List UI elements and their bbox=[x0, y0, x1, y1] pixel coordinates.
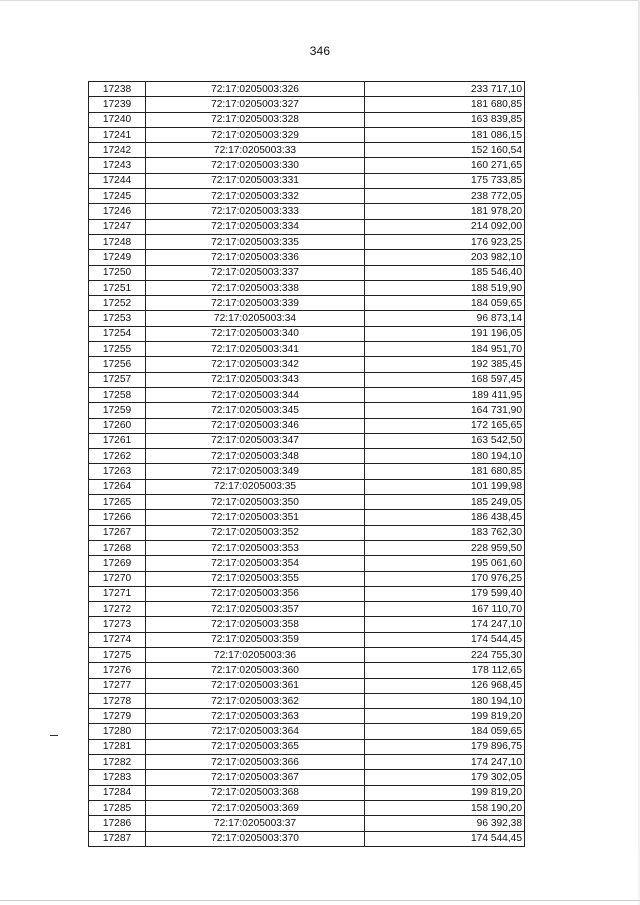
value-cell: 101 199,98 bbox=[365, 479, 525, 494]
cadastral-number-cell: 72:17:0205003:352 bbox=[146, 525, 365, 540]
cadastral-number-cell: 72:17:0205003:340 bbox=[146, 326, 365, 341]
row-number-cell: 17280 bbox=[89, 724, 146, 739]
value-cell: 179 302,05 bbox=[365, 770, 525, 785]
table-body bbox=[89, 82, 525, 847]
row-number-cell: 17275 bbox=[89, 647, 146, 662]
row-number-cell: 17249 bbox=[89, 250, 146, 265]
cadastral-number-cell: 72:17:0205003:337 bbox=[146, 265, 365, 280]
row-number-cell: 17279 bbox=[89, 709, 146, 724]
row-number-cell: 17260 bbox=[89, 418, 146, 433]
value-cell: 96 392,38 bbox=[365, 816, 525, 831]
value-cell: 183 762,30 bbox=[365, 525, 525, 540]
cadastral-number-cell: 72:17:0205003:358 bbox=[146, 617, 365, 632]
table-row bbox=[89, 296, 525, 311]
cadastral-number-cell: 72:17:0205003:363 bbox=[146, 709, 365, 724]
table-row bbox=[89, 495, 525, 510]
value-cell: 170 976,25 bbox=[365, 571, 525, 586]
row-number-cell: 17287 bbox=[89, 831, 146, 846]
table-row bbox=[89, 464, 525, 479]
table-row bbox=[89, 433, 525, 448]
table-row bbox=[89, 693, 525, 708]
bottom-edge-line bbox=[0, 900, 640, 901]
table-row bbox=[89, 647, 525, 662]
row-number-cell: 17276 bbox=[89, 663, 146, 678]
cadastral-number-cell: 72:17:0205003:339 bbox=[146, 296, 365, 311]
value-cell: 228 959,50 bbox=[365, 540, 525, 555]
table-row bbox=[89, 372, 525, 387]
value-cell: 181 680,85 bbox=[365, 464, 525, 479]
row-number-cell: 17246 bbox=[89, 204, 146, 219]
row-number-cell: 17258 bbox=[89, 387, 146, 402]
value-cell: 126 968,45 bbox=[365, 678, 525, 693]
table-row bbox=[89, 678, 525, 693]
table-row bbox=[89, 663, 525, 678]
table-row bbox=[89, 571, 525, 586]
cadastral-number-cell: 72:17:0205003:328 bbox=[146, 112, 365, 127]
value-cell: 189 411,95 bbox=[365, 387, 525, 402]
table-row bbox=[89, 97, 525, 112]
cadastral-number-cell: 72:17:0205003:336 bbox=[146, 250, 365, 265]
margin-mark bbox=[50, 735, 58, 736]
cadastral-number-cell: 72:17:0205003:354 bbox=[146, 556, 365, 571]
row-number-cell: 17278 bbox=[89, 693, 146, 708]
value-cell: 164 731,90 bbox=[365, 403, 525, 418]
value-cell: 191 196,05 bbox=[365, 326, 525, 341]
cadastral-number-cell: 72:17:0205003:359 bbox=[146, 632, 365, 647]
cadastral-number-cell: 72:17:0205003:347 bbox=[146, 433, 365, 448]
table-row bbox=[89, 342, 525, 357]
row-number-cell: 17253 bbox=[89, 311, 146, 326]
value-cell: 163 839,85 bbox=[365, 112, 525, 127]
table-row bbox=[89, 556, 525, 571]
value-cell: 176 923,25 bbox=[365, 234, 525, 249]
row-number-cell: 17268 bbox=[89, 540, 146, 555]
value-cell: 195 061,60 bbox=[365, 556, 525, 571]
cadastral-number-cell: 72:17:0205003:357 bbox=[146, 602, 365, 617]
cadastral-number-cell: 72:17:0205003:348 bbox=[146, 449, 365, 464]
value-cell: 174 247,10 bbox=[365, 617, 525, 632]
value-cell: 186 438,45 bbox=[365, 510, 525, 525]
table-row bbox=[89, 800, 525, 815]
table-row bbox=[89, 326, 525, 341]
value-cell: 174 247,10 bbox=[365, 755, 525, 770]
row-number-cell: 17259 bbox=[89, 403, 146, 418]
cadastral-number-cell: 72:17:0205003:367 bbox=[146, 770, 365, 785]
value-cell: 203 982,10 bbox=[365, 250, 525, 265]
table-row bbox=[89, 831, 525, 846]
cadastral-number-cell: 72:17:0205003:334 bbox=[146, 219, 365, 234]
value-cell: 163 542,50 bbox=[365, 433, 525, 448]
value-cell: 180 194,10 bbox=[365, 449, 525, 464]
cadastral-number-cell: 72:17:0205003:349 bbox=[146, 464, 365, 479]
row-number-cell: 17247 bbox=[89, 219, 146, 234]
row-number-cell: 17283 bbox=[89, 770, 146, 785]
table-row bbox=[89, 617, 525, 632]
row-number-cell: 17286 bbox=[89, 816, 146, 831]
value-cell: 181 086,15 bbox=[365, 127, 525, 142]
value-cell: 181 680,85 bbox=[365, 97, 525, 112]
row-number-cell: 17274 bbox=[89, 632, 146, 647]
row-number-cell: 17263 bbox=[89, 464, 146, 479]
cadastral-number-cell: 72:17:0205003:344 bbox=[146, 387, 365, 402]
cadastral-number-cell: 72:17:0205003:345 bbox=[146, 403, 365, 418]
row-number-cell: 17281 bbox=[89, 739, 146, 754]
value-cell: 178 112,65 bbox=[365, 663, 525, 678]
top-edge-line bbox=[0, 0, 640, 1]
row-number-cell: 17257 bbox=[89, 372, 146, 387]
cadastral-number-cell: 72:17:0205003:350 bbox=[146, 495, 365, 510]
table-row bbox=[89, 265, 525, 280]
value-cell: 233 717,10 bbox=[365, 82, 525, 97]
cadastral-number-cell: 72:17:0205003:364 bbox=[146, 724, 365, 739]
cadastral-number-cell: 72:17:0205003:342 bbox=[146, 357, 365, 372]
value-cell: 174 544,45 bbox=[365, 632, 525, 647]
table-row bbox=[89, 280, 525, 295]
table-row bbox=[89, 479, 525, 494]
row-number-cell: 17248 bbox=[89, 234, 146, 249]
cadastral-number-cell: 72:17:0205003:33 bbox=[146, 143, 365, 158]
value-cell: 96 873,14 bbox=[365, 311, 525, 326]
cadastral-number-cell: 72:17:0205003:369 bbox=[146, 800, 365, 815]
row-number-cell: 17245 bbox=[89, 189, 146, 204]
value-cell: 175 733,85 bbox=[365, 173, 525, 188]
table-row bbox=[89, 755, 525, 770]
value-cell: 184 059,65 bbox=[365, 296, 525, 311]
cadastral-number-cell: 72:17:0205003:330 bbox=[146, 158, 365, 173]
table-row bbox=[89, 770, 525, 785]
value-cell: 179 599,40 bbox=[365, 586, 525, 601]
value-cell: 199 819,20 bbox=[365, 709, 525, 724]
row-number-cell: 17239 bbox=[89, 97, 146, 112]
table-row bbox=[89, 540, 525, 555]
value-cell: 172 165,65 bbox=[365, 418, 525, 433]
cadastral-number-cell: 72:17:0205003:335 bbox=[146, 234, 365, 249]
cadastral-number-cell: 72:17:0205003:332 bbox=[146, 189, 365, 204]
table-row bbox=[89, 510, 525, 525]
row-number-cell: 17264 bbox=[89, 479, 146, 494]
row-number-cell: 17240 bbox=[89, 112, 146, 127]
cadastral-number-cell: 72:17:0205003:346 bbox=[146, 418, 365, 433]
value-cell: 185 249,05 bbox=[365, 495, 525, 510]
cadastral-number-cell: 72:17:0205003:333 bbox=[146, 204, 365, 219]
cadastral-number-cell: 72:17:0205003:34 bbox=[146, 311, 365, 326]
value-cell: 152 160,54 bbox=[365, 143, 525, 158]
value-cell: 174 544,45 bbox=[365, 831, 525, 846]
page-number: 346 bbox=[309, 44, 331, 58]
row-number-cell: 17244 bbox=[89, 173, 146, 188]
value-cell: 167 110,70 bbox=[365, 602, 525, 617]
row-number-cell: 17282 bbox=[89, 755, 146, 770]
row-number-cell: 17271 bbox=[89, 586, 146, 601]
cadastral-number-cell: 72:17:0205003:329 bbox=[146, 127, 365, 142]
cadastral-number-cell: 72:17:0205003:327 bbox=[146, 97, 365, 112]
cadastral-number-cell: 72:17:0205003:365 bbox=[146, 739, 365, 754]
row-number-cell: 17238 bbox=[89, 82, 146, 97]
table-row bbox=[89, 816, 525, 831]
cadastral-number-cell: 72:17:0205003:331 bbox=[146, 173, 365, 188]
table-row bbox=[89, 250, 525, 265]
cadastral-number-cell: 72:17:0205003:37 bbox=[146, 816, 365, 831]
row-number-cell: 17254 bbox=[89, 326, 146, 341]
table-row bbox=[89, 234, 525, 249]
row-number-cell: 17285 bbox=[89, 800, 146, 815]
value-cell: 192 385,45 bbox=[365, 357, 525, 372]
table-row bbox=[89, 632, 525, 647]
cadastral-number-cell: 72:17:0205003:368 bbox=[146, 785, 365, 800]
row-number-cell: 17243 bbox=[89, 158, 146, 173]
value-cell: 238 772,05 bbox=[365, 189, 525, 204]
row-number-cell: 17269 bbox=[89, 556, 146, 571]
table-row bbox=[89, 173, 525, 188]
table-row bbox=[89, 82, 525, 97]
value-cell: 184 059,65 bbox=[365, 724, 525, 739]
cadastral-number-cell: 72:17:0205003:35 bbox=[146, 479, 365, 494]
row-number-cell: 17284 bbox=[89, 785, 146, 800]
row-number-cell: 17262 bbox=[89, 449, 146, 464]
cadastral-number-cell: 72:17:0205003:355 bbox=[146, 571, 365, 586]
value-cell: 188 519,90 bbox=[365, 280, 525, 295]
value-cell: 214 092,00 bbox=[365, 219, 525, 234]
table-row bbox=[89, 724, 525, 739]
value-cell: 158 190,20 bbox=[365, 800, 525, 815]
table-row bbox=[89, 219, 525, 234]
table-row bbox=[89, 189, 525, 204]
value-cell: 224 755,30 bbox=[365, 647, 525, 662]
table-row bbox=[89, 127, 525, 142]
value-cell: 181 978,20 bbox=[365, 204, 525, 219]
table-row bbox=[89, 403, 525, 418]
row-number-cell: 17261 bbox=[89, 433, 146, 448]
value-cell: 185 546,40 bbox=[365, 265, 525, 280]
table-row bbox=[89, 602, 525, 617]
cadastral-number-cell: 72:17:0205003:370 bbox=[146, 831, 365, 846]
row-number-cell: 17266 bbox=[89, 510, 146, 525]
row-number-cell: 17265 bbox=[89, 495, 146, 510]
cadastral-number-cell: 72:17:0205003:356 bbox=[146, 586, 365, 601]
value-cell: 180 194,10 bbox=[365, 693, 525, 708]
row-number-cell: 17242 bbox=[89, 143, 146, 158]
table-row bbox=[89, 586, 525, 601]
table-row bbox=[89, 357, 525, 372]
table-row bbox=[89, 525, 525, 540]
cadastral-number-cell: 72:17:0205003:360 bbox=[146, 663, 365, 678]
cadastral-number-cell: 72:17:0205003:362 bbox=[146, 693, 365, 708]
cadastral-number-cell: 72:17:0205003:341 bbox=[146, 342, 365, 357]
cadastral-number-cell: 72:17:0205003:353 bbox=[146, 540, 365, 555]
row-number-cell: 17255 bbox=[89, 342, 146, 357]
row-number-cell: 17273 bbox=[89, 617, 146, 632]
cadastral-number-cell: 72:17:0205003:326 bbox=[146, 82, 365, 97]
value-cell: 160 271,65 bbox=[365, 158, 525, 173]
row-number-cell: 17256 bbox=[89, 357, 146, 372]
row-number-cell: 17250 bbox=[89, 265, 146, 280]
value-cell: 168 597,45 bbox=[365, 372, 525, 387]
table-row bbox=[89, 418, 525, 433]
value-cell: 179 896,75 bbox=[365, 739, 525, 754]
table-row bbox=[89, 112, 525, 127]
cadastral-number-cell: 72:17:0205003:361 bbox=[146, 678, 365, 693]
table-row bbox=[89, 387, 525, 402]
row-number-cell: 17251 bbox=[89, 280, 146, 295]
cadastral-number-cell: 72:17:0205003:343 bbox=[146, 372, 365, 387]
row-number-cell: 17270 bbox=[89, 571, 146, 586]
row-number-cell: 17272 bbox=[89, 602, 146, 617]
table-row bbox=[89, 143, 525, 158]
cadastral-number-cell: 72:17:0205003:351 bbox=[146, 510, 365, 525]
row-number-cell: 17241 bbox=[89, 127, 146, 142]
cadastral-number-cell: 72:17:0205003:366 bbox=[146, 755, 365, 770]
table-row bbox=[89, 158, 525, 173]
cadastral-number-cell: 72:17:0205003:338 bbox=[146, 280, 365, 295]
table-row bbox=[89, 709, 525, 724]
table-row bbox=[89, 739, 525, 754]
value-cell: 199 819,20 bbox=[365, 785, 525, 800]
row-number-cell: 17267 bbox=[89, 525, 146, 540]
value-cell: 184 951,70 bbox=[365, 342, 525, 357]
cadastral-number-cell: 72:17:0205003:36 bbox=[146, 647, 365, 662]
cadastral-value-table bbox=[88, 81, 525, 847]
table-row bbox=[89, 785, 525, 800]
row-number-cell: 17252 bbox=[89, 296, 146, 311]
row-number-cell: 17277 bbox=[89, 678, 146, 693]
table-row bbox=[89, 204, 525, 219]
table-row bbox=[89, 311, 525, 326]
table-row bbox=[89, 449, 525, 464]
